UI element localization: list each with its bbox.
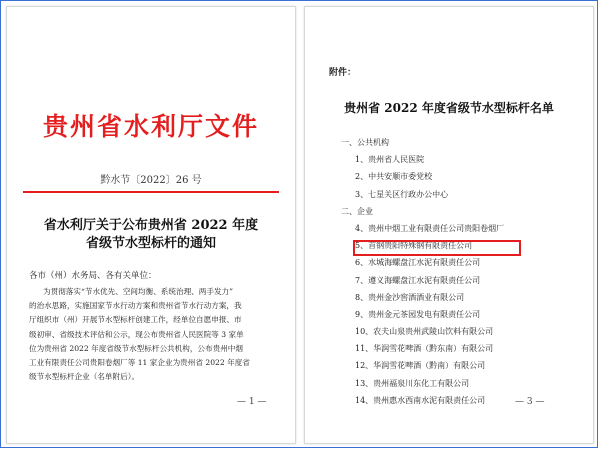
list-item: 11、华润雪花啤酒（黔东南）有限公司 xyxy=(355,344,494,354)
benchmark-list xyxy=(341,134,583,409)
list-item: 8、贵州金沙窖酒酒业有限公司 xyxy=(355,292,465,302)
body-line: 的治水思路，实施国家节水行动方案和贵州省节水行动方案，我 xyxy=(29,301,242,311)
body-line: 工业有限责任公司贵阳卷烟厂等 11 家企业为贵州省 2022 年度省 xyxy=(29,358,250,368)
notice-title-line-2: 省级节水型标杆的通知 xyxy=(85,236,216,251)
list-title: 贵州省 2022 年度省级节水型标杆名单 xyxy=(344,101,554,115)
attachment-label: 附件： xyxy=(329,68,357,78)
highlight-box xyxy=(353,240,521,256)
list-item: 5、首钢贵阳特殊钢有限责任公司 xyxy=(355,241,473,251)
list-item: 14、贵州惠水西南水泥有限责任公司 xyxy=(355,395,486,405)
document-number: 黔水节〔2022〕26 号 xyxy=(100,175,202,186)
body-line: 级节水型标杆企业（名单附后）。 xyxy=(29,372,140,382)
page-number: — 1 — xyxy=(237,397,267,407)
list-item: 9、贵州金元茶园发电有限责任公司 xyxy=(355,309,481,319)
list-item: 13、贵州福泉川东化工有限公司 xyxy=(355,378,470,388)
notice-body xyxy=(29,285,279,384)
list-item: 2、中共安顺市委党校 xyxy=(355,172,433,182)
list-item: 3、七星关区行政办公中心 xyxy=(355,189,449,199)
document-page-right xyxy=(304,6,594,444)
body-line: 级初审、省级技术评估和公示，现公布贵州省人民医院等 3 家单 xyxy=(29,329,244,339)
body-line: 厅组织市（州）开展节水型标杆创建工作，经单位自愿申报、市 xyxy=(29,315,242,325)
list-item: 12、华润雪花啤酒（黔南）有限公司 xyxy=(355,361,486,371)
list-item: 1、贵州省人民医院 xyxy=(355,155,425,165)
list-item: 10、农夫山泉贵州武陵山饮料有限公司 xyxy=(355,327,494,337)
list-section-heading: 一、公共机构 xyxy=(341,138,389,147)
list-item: 4、贵州中烟工业有限责任公司贵阳卷烟厂 xyxy=(355,223,505,233)
body-line: 位为贵州省 2022 年度省级节水型标杆公共机构，公布贵州中烟 xyxy=(29,343,243,353)
list-item: 7、遵义海螺盘江水泥有限责任公司 xyxy=(355,275,481,285)
list-section-heading: 二、企业 xyxy=(341,206,373,216)
body-line: 为贯彻落实“节水优先、空间均衡、系统治理、两手发力” xyxy=(43,287,234,296)
salutation: 各市（州）水务局、各有关单位： xyxy=(29,271,157,281)
list-item: 6、水城海螺盘江水泥有限责任公司 xyxy=(355,258,481,268)
notice-title xyxy=(7,217,295,253)
document-header: 贵州省水利厅文件 xyxy=(42,112,259,141)
notice-title-line-1: 省水利厅关于公布贵州省 2022 年度 xyxy=(43,218,259,233)
page-number: — 3 — xyxy=(515,397,545,407)
header-divider xyxy=(23,191,279,193)
document-page-left xyxy=(6,6,296,444)
